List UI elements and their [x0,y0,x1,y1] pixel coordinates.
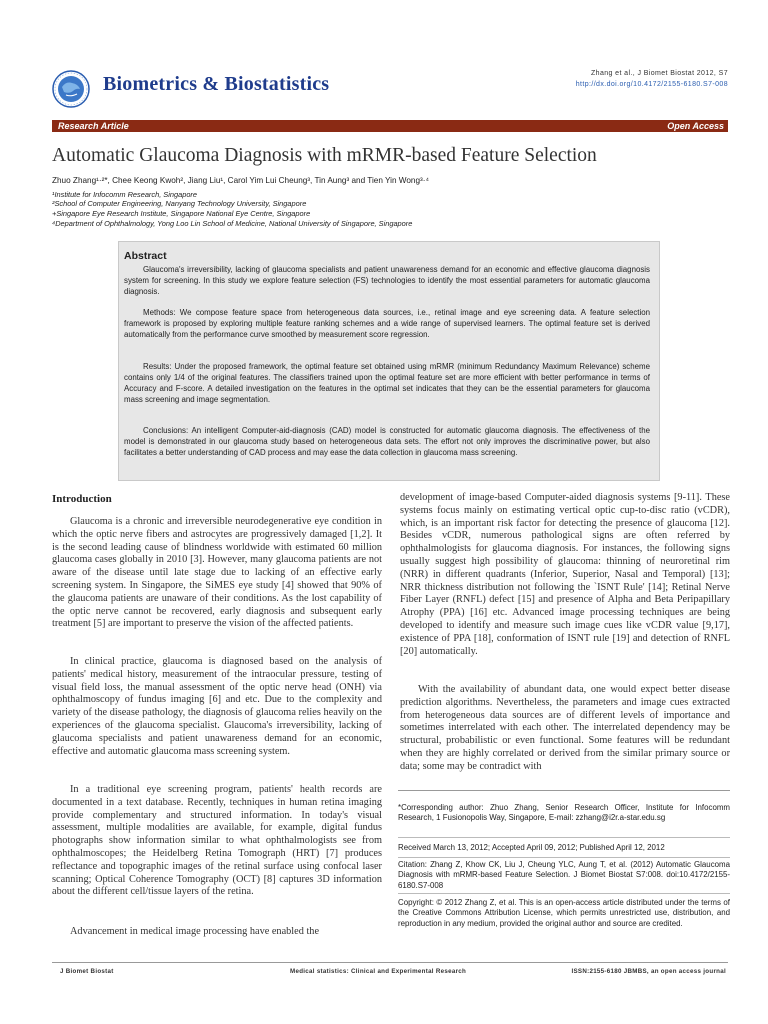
abstract-paragraph: Results: Under the proposed framework, the optimal feature set obtained using mRMR (minimum Redundancy Maximum Relevance) scheme contains only 1/4 of the original features. The classifiers trained upon the optimal feature set are more efficient with better performance in terms of Accuracy and F-score. A detailed investigation on the features in the optimal set indicates that they can be the essential parameters for glaucoma mass screening and image segmentation. [124,362,650,404]
affiliation: ²School of Computer Engineering, Nanyang Technology University, Singapore [52,199,307,208]
abstract-paragraph: Methods: We compose feature space from heterogeneous data sources, i.e., retinal image and eye screening data. A feature selection framework is proposed by exploring multiple feature ranking schemes and a wide range of supervised learners. The optimal feature set is derived automatically from the performance curve smoothed by measurement score regression. [124,308,650,339]
body-paragraph: Glaucoma is a chronic and irreversible neurodegenerative eye condition in which the optic nerve fibers and astrocytes are progressively damaged [1,2]. It is the second leading cause of blindness worldwide with estimated 60 million glaucoma cases globally in 2010 [3]. However, many glaucoma patients are not aware of the disease until late stage due to lacking of an effective early screening system. In Singapore, the SiMES eye study [4] showed that 90% of the glaucoma patients are unaware of their conditions. As the lost capability of the optic nerve cannot be recovered, early diagnosis and subsequent early treatment [5] are important to preserve the vision of the affected patients. [52,516,382,630]
journal-logo-icon [52,70,90,108]
footer-divider [52,962,728,963]
open-access-label: Open Access [667,121,724,131]
footer-journal: J Biomet Biostat [60,968,114,975]
body-paragraph: In clinical practice, glaucoma is diagnosed based on the analysis of patients' medical history, measurement of the intraocular pressure, testing of visual field loss, the manual assessment of the optic nerve head (ONH) via ophthalmoscopy of fundus imaging [6] and etc. Due to the complexity and variety of the disease pathology, the diagnosis of glaucoma relies heavily on the experiences of the glaucoma specialist. Glaucoma's irreversibility, lacking of glaucoma specialists and patient unawareness demand for an economic, effective and automatic glaucoma mass screening system. [52,656,382,757]
citation-line: Zhang et al., J Biomet Biostat 2012, S7 [590,70,728,77]
article-title: Automatic Glaucoma Diagnosis with mRMR-based Feature Selection [52,145,597,166]
doi-link[interactable]: http://dx.doi.org/10.4172/2155-6180.S7-008 [575,81,728,88]
affiliation: ¹Institute for Infocomm Research, Singapore [52,190,198,199]
citation-note: Citation: Zhang Z, Khow CK, Liu J, Cheung YLC, Aung T, et al. (2012) Automatic Glaucoma Diagnosis with mRMR-based Feature Selection. J Biomet Biostat S7:008. doi:10.4172/2155-6180.S7-008 [398,860,730,890]
author-list: Zhuo Zhang¹·²*, Chee Keong Kwoh², Jiang Liu¹, Carol Yim Lui Cheung³, Tin Aung³ and Tien Yin Wong³·⁴ [52,176,430,185]
corresponding-author-note: *Corresponding author: Zhuo Zhang, Senior Research Officer, Institute for Infocomm Research, 1 Fusionopolis Way, Singapore, E-mail: zzhang@i2r.a-star.edu.sg [398,803,730,823]
body-paragraph: development of image-based Computer-aided diagnosis systems [9-11]. These systems focus mainly on estimating vertical optic cup-to-disc ratio (vCDR), which, is an important risk factor for detecting the presence of glaucoma [12]. Besides vCDR, numerous pathological signs are often referred by ophthalmologists for glaucoma diagnosis. For instances, the following signs usually suggest high possibility of glaucoma: thinning of neuroretinal rim (NRR) in different quadrants (Inferior, Superior, Nasal and Temporal) [13]; NRR thickness distribution not following the `ISNT Rule' [14]; Retinal Nerve Fiber Layer (RNFL) defect [15] and presence of Alpha and Beta Peripapillary Atrophy (PPA) [16] etc. Advanced image processing techniques are being developed to identify and measure such image cues like vCDR value [9,17], existence of PPA [18], conformation of ISNT rule [19] and detection of RNFL [20] automatically. [400,492,730,657]
abstract-paragraph: Conclusions: An intelligent Computer-aid-diagnosis (CAD) model is constructed for automatic glaucoma diagnosis. The effectiveness of the model is demonstrated in our glaucoma study based on heterogeneous data sets. The effort not only improves the discriminative power, but also facilitates a better understanding of CAD process and may ease the data collection in glaucoma mass screening. [124,426,650,457]
footer-series: Medical statistics: Clinical and Experimental Research [290,968,467,975]
journal-name: Biometrics & Biostatistics [103,73,330,95]
footnote-divider [398,837,730,838]
article-type-banner [52,120,728,132]
footnote-divider [398,857,730,858]
received-dates: Received March 13, 2012; Accepted April 09, 2012; Published April 12, 2012 [398,843,665,852]
article-type-label: Research Article [58,121,129,131]
footer-issn: ISSN:2155-6180 JBMBS, an open access journal [571,968,726,975]
section-heading-introduction: Introduction [52,493,112,505]
abstract-heading: Abstract [124,250,167,262]
body-paragraph: In a traditional eye screening program, patients' health records are documented in a text database. Recently, techniques in human retina imaging provide complementary and structured information. In today's visual assessment, multiple modalities are available, for example, digital fundus photographs show information similar to what ophthalmologists see from ophthalmoscopes; the Heidelberg Retina Tomograph (HRT) [7] produces reflectance and topographic images of the retinal surface using confocal laser scanning; Optical Coherence Tomography (OCT) [8] captures 3D information about the different cell/tissue layers of the retina. [52,784,382,898]
footnote-divider [398,790,730,791]
affiliation: +Singapore Eye Research Institute, Singapore National Eye Centre, Singapore [52,209,311,218]
footnote-divider [398,893,730,894]
affiliation: ⁴Department of Ophthalmology, Yong Loo Lin School of Medicine, National University of Singapore, Singapore [52,219,413,228]
copyright-note: Copyright: © 2012 Zhang Z, et al. This is an open-access article distributed under the terms of the Creative Commons Attribution License, which permits unrestricted use, distribution, and reproduction in any medium, provided the original author and source are credited. [398,898,730,928]
body-paragraph: Advancement in medical image processing have enabled the [70,926,320,937]
abstract-paragraph: Glaucoma's irreversibility, lacking of glaucoma specialists and patient unawareness demand for an economic and effective glaucoma diagnosis system for screening. In this study we explore feature selection (FS) technologies to identify the most essential parameters for automatic glaucoma diagnosis. [124,265,650,296]
body-paragraph: With the availability of abundant data, one would expect better disease prediction algorithms. Nevertheless, the parameters and image cues extracted from heterogeneous data sources are of different levels of importance and sometimes interrelated with each other. The interrelated dependency may be structural, probabilistic or even functional. Some features will be redundant when they are highly correlated or derived from the similar primary source or data; some may be contradict with [400,684,730,772]
